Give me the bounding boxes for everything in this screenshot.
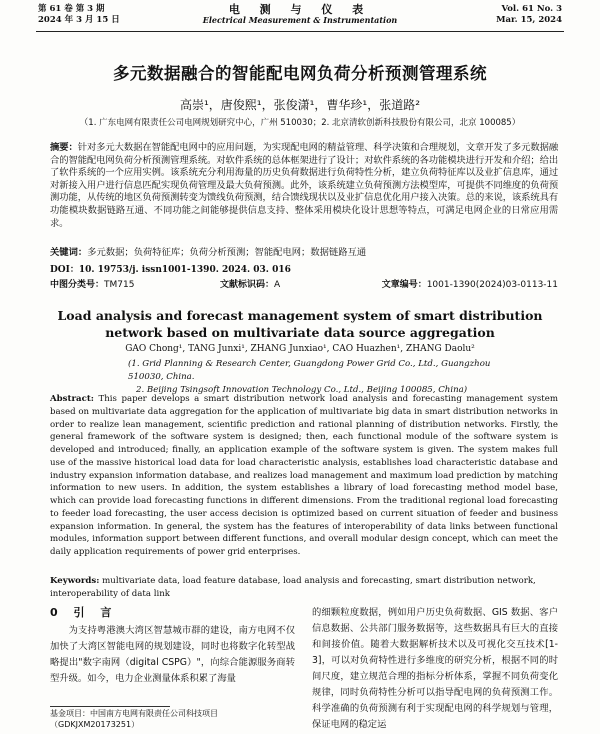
abstract-cn-label: 摘要： [50,142,78,153]
running-header [38,4,562,32]
affiliation-en-2: 2. Beijing Tsingsoft Innovation Technology Co., Ltd., Beijing 100085, China) [136,385,468,395]
doc-code-label: 文献标识码： [220,280,275,290]
title-cn: 多元数据融合的智能配电网负荷分析预测管理系统 [113,64,487,83]
date-en: Mar. 15, 2024 [496,15,562,25]
intro-paragraph-left: 为支持粤港澳大湾区智慧城市群的建设，南方电网不仅加快了大湾区智能电网的规划建设，同时也将数字化转型战略提出"数字南网（digital CSPG）"，向综合能源服务商转型升级。如今，电力企业测量体系积累了海量 [50,625,295,684]
section-number: 0 [50,606,64,619]
article-no-label: 文章编号： [381,280,427,290]
intro-paragraph-right: 的细颗粒度数据，例如用户历史负荷数据、GIS 数据、客户信息数据、公共部门服务数据等，这些数据具有巨大的直接和间接价值。随着大数据解析技术以及可视化交互技术[1-3]，可以对负荷特性进行多维度的研究分析，根据不同的时间尺度，建立规范合理的指标分析体系，掌握不同负荷变化规律，同时负荷特性分析可以指导配电网的负荷预测工作。科学准确的负荷预测有利于实现配电网的科学规划与管理，保证电网的稳定运 [312,607,558,730]
document-code [220,277,280,290]
classification-row [50,277,558,289]
affiliation-cn: （1. 广东电网有限责任公司电网规划研究中心，广州 510030；2. 北京清软创新科技股份有限公司，北京 100085） [79,118,521,128]
clc-value: TM715 [104,280,135,290]
affiliation-en-1: (1. Grid Planning & Research Center, Guangdong Power Grid Co., Ltd., Guangzhou 510030, China. [128,359,491,382]
abstract-en [50,393,558,559]
abstract-cn [50,142,558,230]
keywords-cn-label: 关键词： [50,247,88,258]
keywords-en-label: Keywords: [50,576,100,586]
clc-code [50,277,134,290]
header-right [496,4,562,26]
doi-value: 10. 19753/j. issn1001-1390. 2024. 03. 016 [78,265,291,275]
header-center [38,4,562,26]
body-column-right [312,605,558,733]
clc-label: 中图分类号： [50,280,105,290]
section-title: 引 言 [73,606,118,619]
article-no-value: 1001-1390(2024)03-0113-11 [426,280,558,290]
funding-note: 基金项目：中国南方电网有限责任公司科技项目（GDKJXM20173251） [50,709,218,729]
keywords-en-text: multivariate data, load feature database, load analysis and forecasting, smart distribution network, interoperability of data link [50,576,536,599]
abstract-en-text: This paper develops a smart distribution network load analysis and forecasting management system based on multivariate data aggregation for the application of multivariate big data in smart distribution networks in order to realize lean management, scientific prediction and rational planning of distribution networks. Firstly, the general framework of the software system is designed; then, each functional module of the software system is developed and introduced; finally, an application example of the software system is given. The system makes full use of the massive historical load data for load characteristic analysis, establishes load characteristic database and industry expansion information database, and realizes load management and maximum load prediction by matching information to new users. In addition, the system establishes a library of load forecasting method model base, which can provide load forecasting functions in different dimensions. From the traditional regional load forecasting to feeder load forecasting, the user access decision is optimized based on current situation of feeder and business expansion information. In general, the system has the features of interoperability of data links between functional modules, information support between different functions, and overall modular design concept, which can meet the daily application requirements of power grid enterprises. [50,394,558,557]
volume-en: Vol. 61 No. 3 [501,4,562,14]
article-number [382,277,558,290]
authors-cn: 高崇¹，唐俊熙¹，张俊潇¹，曹华珍¹，张道路² [179,98,421,112]
header-rule [36,31,564,32]
abstract-cn-text: 针对多元大数据在智能配电网中的应用问题，为实现配电网的精益管理、科学决策和合理规划，文章开发了多元数据融合的智能配电网负荷分析预测管理系统。对软件系统的总体框架进行了设计；对软件系统的各功能模块进行开发和介绍；给出了软件系统的一个应用实例。该系统充分利用海量的历史负荷数据进行负荷特性分析，建立负荷特征库以及业扩信息库，通过对新接入用户进行信息匹配实现负荷管理及最大负荷预测。此外，该系统建立负荷预测方法模型库，可提供不同维度的负荷预测功能，从传统的地区负荷预测转变为馈线负荷预测，结合馈线现状以及业扩信息优化用户接入决策。总的来说，该系统具有功能模块数据链路互通、不同功能之间能够提供信息支持、整体采用模块化设计思想等特点，可满足电网企业的日常应用需求。 [50,142,558,229]
journal-name-en: Electrical Measurement & Instrumentation [202,15,398,25]
keywords-cn-text: 多元数据；负荷特征库；负荷分析预测；智能配电网；数据链路互通 [87,247,367,258]
footnote-rule [50,706,170,707]
body-column-left [50,605,295,687]
keywords-cn [50,247,558,260]
doc-code-value: A [274,280,281,290]
title-en: Load analysis and forecast management system of smart distribution network based on multivariate data source aggregation [57,308,543,340]
journal-name-cn: 电 测 与 仪 表 [228,3,372,16]
authors-en: GAO Chong¹, TANG Junxi¹, ZHANG Junxiao¹, CAO Huazhen¹, ZHANG Daolu² [125,344,475,354]
keywords-en [50,575,558,601]
affiliation-en [128,358,528,397]
doi-label: DOI： [50,265,79,275]
doi [50,262,291,275]
volume-cn: 第 61 卷 第 3 期 [38,4,105,14]
section-heading [50,605,295,621]
abstract-en-label: Abstract: [50,394,94,404]
date-cn: 2024 年 3 月 15 日 [38,15,120,25]
